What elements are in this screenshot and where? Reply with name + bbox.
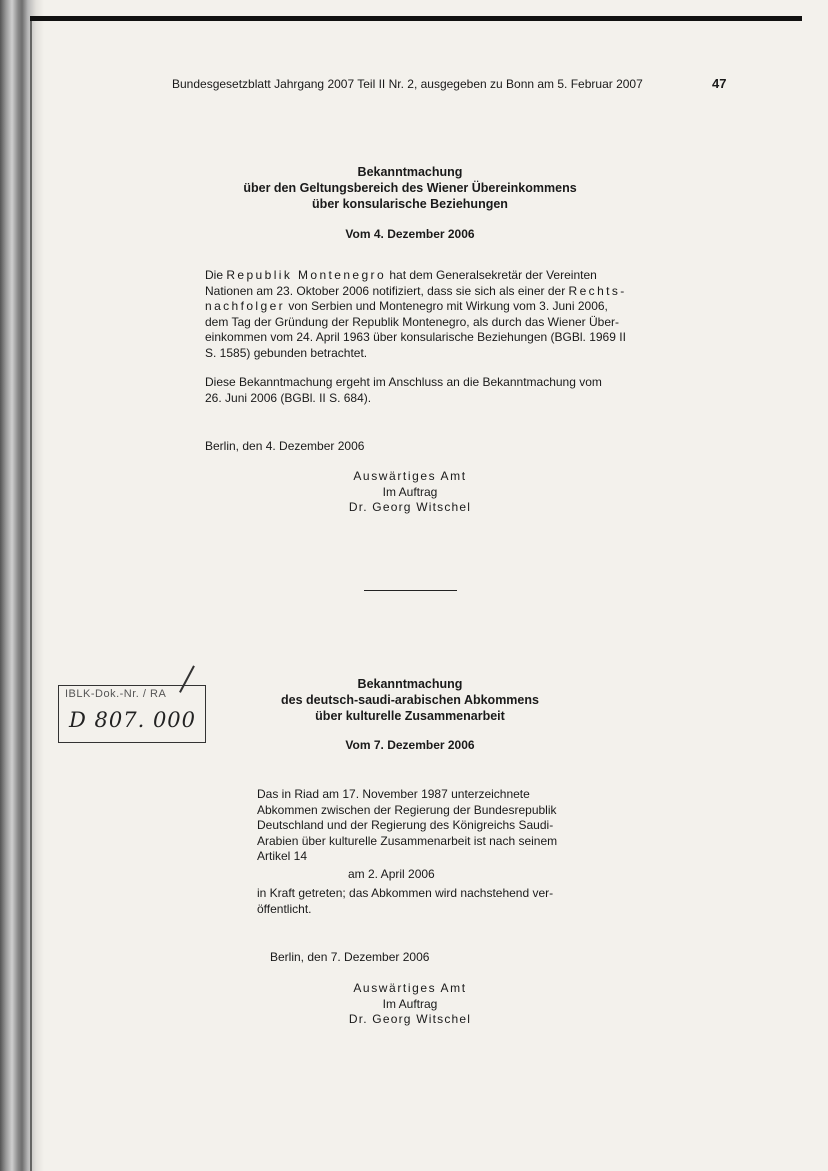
signature-name: Dr. Georg Witschel (348, 500, 472, 514)
notice1-title-line: über den Geltungsbereich des Wiener Übereinkommens (243, 181, 577, 195)
notice2-title-line: Bekanntmachung (357, 677, 463, 691)
notice1-paragraph2: Diese Bekanntmachung ergeht im Anschluss an die Bekanntmachung vom 26. Juni 2006 (BGBl. II S. 684). (205, 375, 602, 405)
notice1-title-line: Bekanntmachung (357, 165, 463, 179)
section-divider (364, 590, 457, 591)
notice2-title-line: des deutsch-saudi-arabischen Abkommens (281, 693, 539, 707)
stamp-label: IBLK-Dok.-Nr. / RA (65, 688, 167, 700)
notice1-place-date: Berlin, den 4. Dezember 2006 (205, 439, 365, 453)
notice1-date: Vom 4. Dezember 2006 (345, 227, 475, 241)
notice2-title (160, 676, 660, 724)
top-rule (30, 16, 802, 21)
page-number: 47 (712, 76, 727, 91)
notice2-signature (320, 981, 500, 1028)
notice2-paragraph1: Das in Riad am 17. November 1987 unterzeichnete Abkommen zwischen der Regierung der Bundesrepublik Deutschland und der Regierung des Königreichs Saudi- Arabien über kulturelle Zusammenarbeit ist nach seinem Artikel 14 (257, 787, 558, 863)
notice2-title-line: über kulturelle Zusammenarbeit (315, 709, 505, 723)
scan-binding-line (30, 20, 32, 1171)
emphasis-republik: Republik Montenegro (226, 268, 387, 282)
signature-authority: Auswärtiges Amt (353, 981, 467, 995)
notice2-place-date: Berlin, den 7. Dezember 2006 (270, 950, 430, 964)
stamp-number: D 807. 000 (69, 708, 197, 732)
notice1-title (160, 164, 660, 212)
signature-authority: Auswärtiges Amt (353, 469, 467, 483)
notice2-effective-date: am 2. April 2006 (348, 867, 435, 881)
emphasis-rechtsnachfolger: Rechts- (568, 283, 627, 298)
notice2-date: Vom 7. Dezember 2006 (345, 738, 475, 752)
notice2-paragraph2: in Kraft getreten; das Abkommen wird nachstehend ver- öffentlicht. (257, 886, 554, 916)
notice1-paragraph1: Die Republik Montenegro hat dem Generalsekretär der Vereinten Nationen am 23. Oktober 2006 notifiziert, dass sie sich als einer der Rechts- nachfolger von Serbien und Montenegro mit Wirkung vom 3. Juni 2006, dem Tag der Gründung der Republik Montenegro, als durch das Wiener Über- einkommen vom 24. April 1963 über konsularische Beziehungen (BGBl. 1969 II S. 1585) gebunden betrachtet. (205, 268, 627, 360)
signature-name: Dr. Georg Witschel (348, 1012, 472, 1026)
notice1-signature (320, 469, 500, 516)
running-head: Bundesgesetzblatt Jahrgang 2007 Teil II Nr. 2, ausgegeben zu Bonn am 5. Februar 2007 (172, 77, 643, 91)
emphasis-nachfolger: nachfolger (205, 299, 286, 313)
signature-on-behalf: Im Auftrag (382, 484, 438, 499)
scan-left-edge (0, 0, 44, 1171)
notice1-title-line: über konsularische Beziehungen (312, 197, 508, 211)
signature-on-behalf: Im Auftrag (382, 996, 438, 1011)
